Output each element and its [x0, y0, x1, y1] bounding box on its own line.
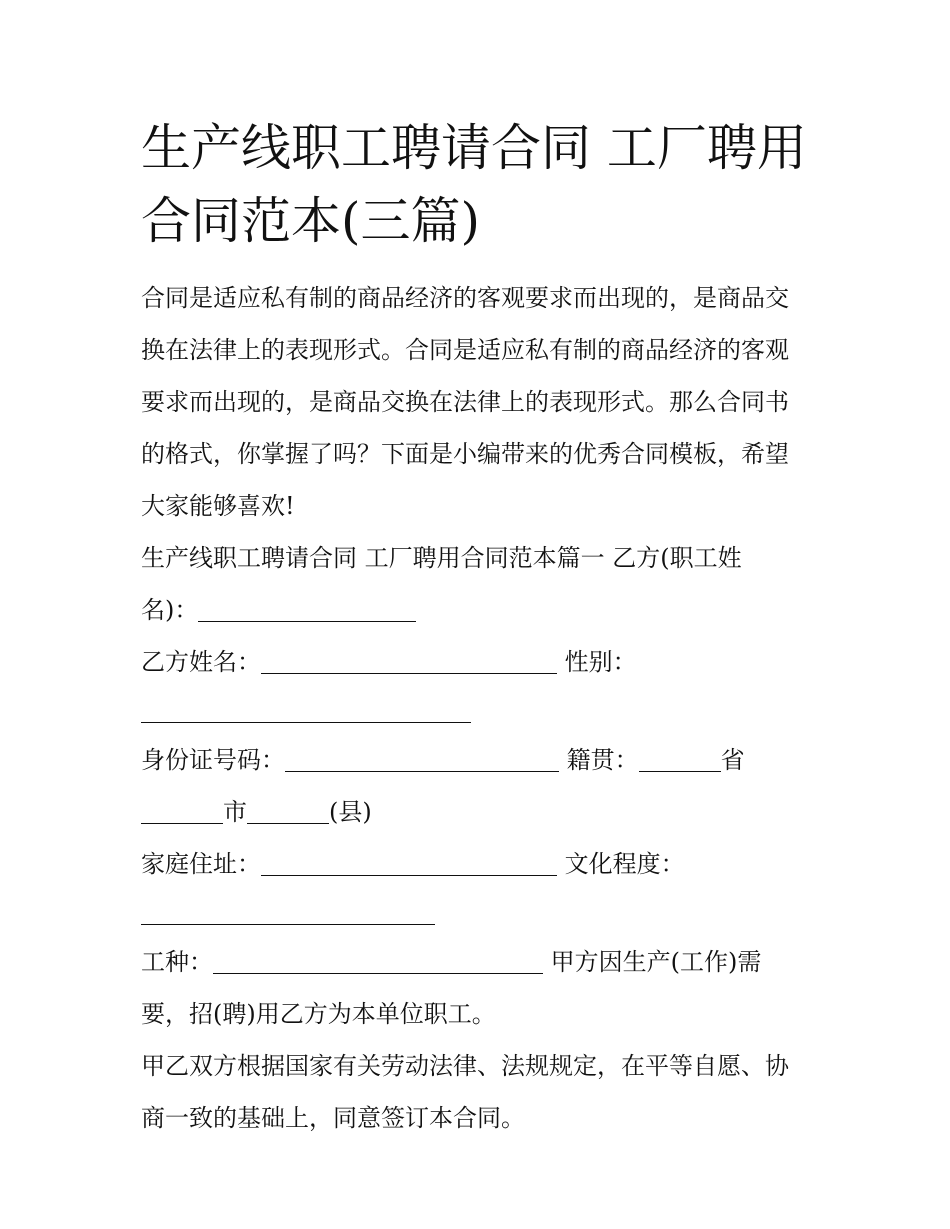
document-title: 生产线职工聘请合同 工厂聘用合同范本(三篇) — [141, 119, 807, 250]
job-blank[interactable] — [213, 949, 543, 974]
closing-paragraph: 甲乙双方根据国家有关劳动法律、法规规定，在平等自愿、协商一致的基础上，同意签订本合同。 — [141, 1052, 789, 1132]
address-education-line — [141, 838, 821, 890]
address-blank[interactable] — [261, 851, 557, 876]
hire-line — [141, 988, 821, 1040]
province-suffix: 省 — [720, 746, 745, 774]
city-suffix: 市 — [223, 798, 247, 826]
hire-text: 要，招(聘)用乙方为本单位职工。 — [141, 1000, 496, 1028]
section-heading — [141, 532, 821, 584]
section-heading-text: 生产线职工聘请合同 工厂聘用合同范本篇一 乙方(职工姓 — [141, 544, 742, 572]
name-label: 乙方姓名： — [141, 648, 261, 676]
job-label: 工种： — [141, 948, 213, 976]
name-short-label: 名)： — [141, 596, 199, 624]
worker-name-line — [141, 584, 821, 636]
city-blank[interactable] — [141, 799, 223, 824]
education-blank[interactable] — [141, 900, 435, 925]
id-number-blank[interactable] — [285, 747, 559, 772]
gender-blank[interactable] — [141, 698, 471, 723]
address-label: 家庭住址： — [141, 850, 261, 878]
city-county-line — [141, 786, 821, 838]
origin-label: 籍贯： — [566, 746, 639, 774]
intro-paragraph: 合同是适应私有制的商品经济的客观要求而出现的，是商品交换在法律上的表现形式。合同是适应私有制的商品经济的客观要求而出现的，是商品交换在法律上的表现形式。那么合同书的格式，你掌握了吗？下面是小编带来的优秀合同模板，希望大家能够喜欢! — [141, 284, 789, 520]
education-label: 文化程度： — [564, 850, 685, 878]
job-tail: 甲方因生产(工作)需 — [550, 948, 762, 976]
id-label: 身份证号码： — [141, 746, 285, 774]
gender-blank-line — [141, 688, 821, 734]
document-page — [141, 112, 821, 1144]
county-suffix: (县) — [329, 798, 372, 826]
education-blank-line — [141, 890, 821, 936]
province-blank[interactable] — [639, 747, 721, 772]
job-line — [141, 936, 821, 988]
gender-label: 性别： — [564, 648, 637, 676]
name-gender-line — [141, 636, 821, 688]
name-blank[interactable] — [261, 649, 557, 674]
worker-name-blank[interactable] — [198, 597, 416, 622]
county-blank[interactable] — [247, 799, 329, 824]
id-origin-line — [141, 734, 821, 786]
